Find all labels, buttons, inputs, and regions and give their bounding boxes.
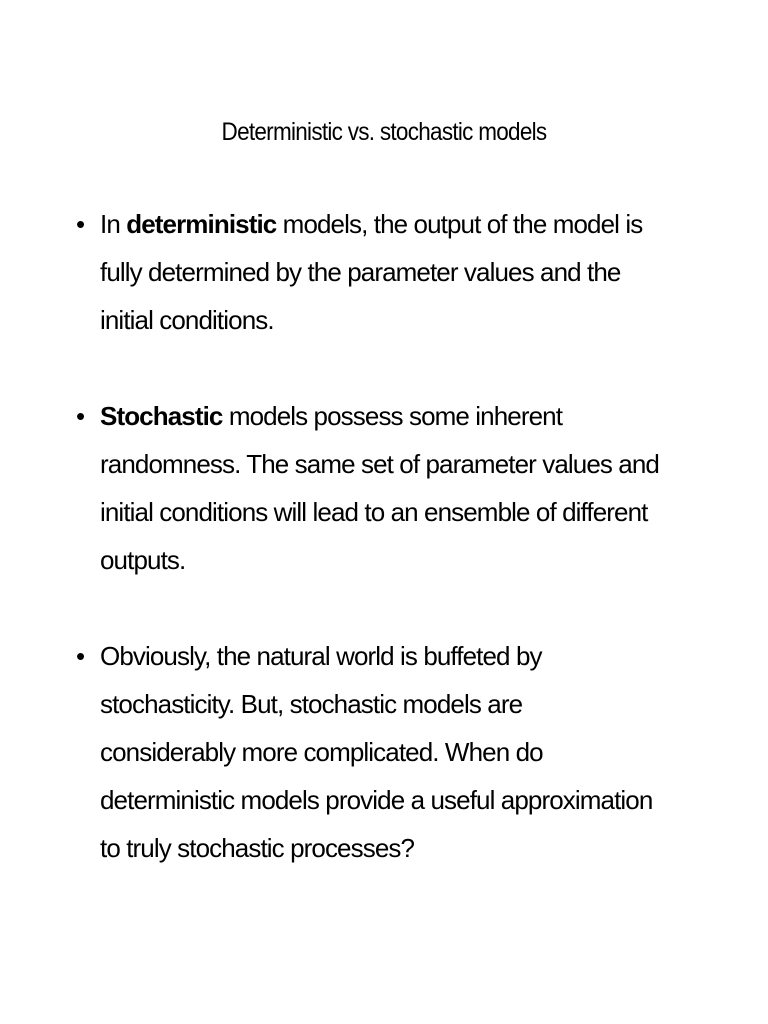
bullet-item-deterministic (76, 200, 696, 344)
bullet-item-obviously (76, 632, 696, 872)
bullet-dot-icon: • (76, 641, 85, 671)
bullet-dot-icon: • (76, 401, 85, 431)
bullet-body: models, the output of the model is fully determined by the parameter values and the initial conditions. (100, 209, 643, 335)
bullet-text (100, 632, 660, 872)
bullet-text (100, 392, 660, 584)
bullet-prefix: In (100, 209, 127, 239)
bullet-item-stochastic (76, 392, 696, 584)
bullet-text (100, 200, 660, 344)
bullet-body: Obviously, the natural world is buffeted by stochasticity. But, stochastic models are considerably more complicated. When do deterministic models provide a useful approximation to truly stochastic processes? (100, 641, 653, 863)
bullet-dot-icon: • (76, 209, 85, 239)
slide-title: Deterministic vs. stochastic models (221, 118, 547, 146)
bullet-bold-term: deterministic (126, 209, 277, 239)
bullet-bold-term: Stochastic (100, 401, 223, 431)
bullet-body: models possess some inherent randomness. The same set of parameter values and initial conditions will lead to an ensemble of different outputs. (100, 401, 659, 575)
bullet-list (76, 200, 696, 872)
